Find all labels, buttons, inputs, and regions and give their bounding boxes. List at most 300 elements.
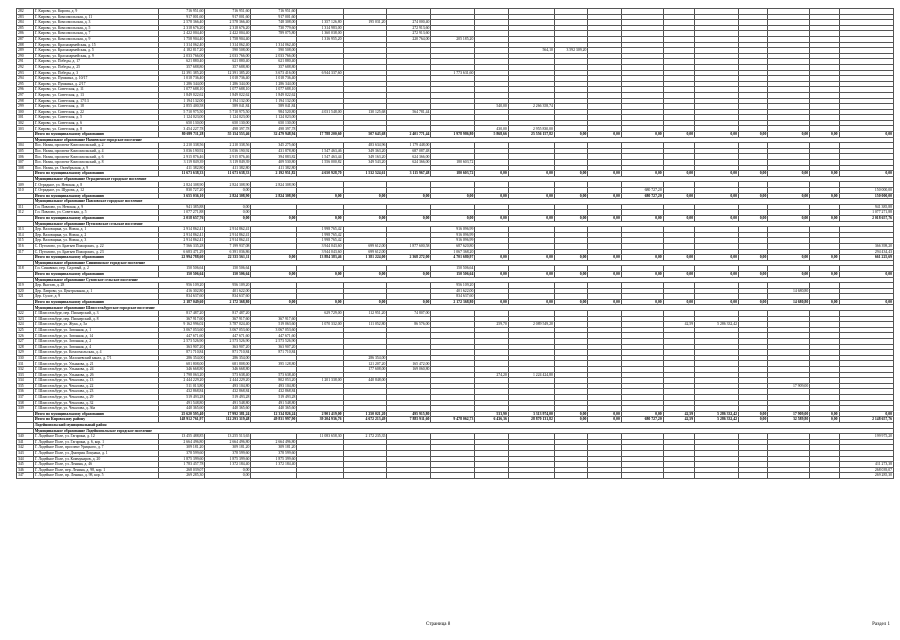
address-cell: Итого по муниципальному образованию: [33, 255, 159, 261]
amount-cell: 401 622,00: [431, 288, 475, 294]
address-cell: Г. Шлиссельбург, ул. Ульянова, д. 24: [33, 367, 159, 373]
amount-cell: 349 163,20: [343, 154, 387, 160]
address-cell: Г. Кирово, ул. Советская, д. 18: [33, 104, 159, 110]
amount-cell: 491 548,80: [205, 400, 251, 406]
address-cell: Г. Отрадное, ул. Невская, д. 8: [33, 182, 159, 188]
amount-cell: 0,00: [205, 204, 251, 210]
amount-cell: 0,00: [554, 417, 587, 423]
amount-cell: 0,00: [768, 255, 810, 261]
amount-cell: 1 357 126,80: [297, 20, 343, 26]
amount-cell: 0,00: [554, 215, 587, 221]
row-number-cell: 307: [17, 160, 34, 166]
address-cell: Пос. Назия, проспект Комсомольский, д. 8: [33, 160, 159, 166]
address-cell: Итого по Кировскому району: [33, 417, 159, 423]
amount-cell: 871 710,84: [251, 350, 297, 356]
amount-cell: 286 354,00: [343, 355, 387, 361]
amount-cell: [475, 473, 508, 479]
amount-cell: 834 637,60: [205, 294, 251, 300]
row-number-cell: 341: [17, 439, 34, 445]
address-cell: Г. Шлиссельбург, ул. Ульянова, д. 26: [33, 372, 159, 378]
row-number-cell: 314: [17, 232, 34, 238]
amount-cell: 941 385,88: [159, 204, 205, 210]
amount-cell: [554, 473, 587, 479]
address-cell: Г. Кирово, ул. Победы, д. 25: [33, 64, 159, 70]
amount-cell: 0,00: [343, 193, 387, 199]
amount-cell: 2 033 766,00: [251, 53, 297, 59]
amount-cell: 0,00: [768, 215, 810, 221]
amount-cell: 0,00: [810, 171, 839, 177]
amount-cell: 0,00: [508, 271, 554, 277]
amount-cell: 378 599,60: [205, 450, 251, 456]
amount-cell: 519 063,60: [251, 322, 297, 328]
amount-cell: 1 124 023,00: [251, 115, 297, 121]
amount-cell: 12 334 826,24: [251, 411, 297, 417]
amount-cell: 1 018 736,40: [251, 76, 297, 82]
amount-cell: 395 128,80: [251, 361, 297, 367]
row-number-cell: 329: [17, 350, 34, 356]
address-cell: Г. Лодейное Поле, проспект Урицкого, д. 7: [33, 445, 159, 451]
amount-cell: 0,00: [810, 411, 839, 417]
amount-cell: 294 434,43: [839, 249, 893, 255]
amount-cell: 2 401 771,44: [387, 132, 431, 138]
amount-cell: 1 179 448,00: [387, 143, 431, 149]
amount-cell: 716 951,60: [205, 9, 251, 15]
address-cell: Г. Шлиссельбург, ул. Чекалова, д. 23: [33, 389, 159, 395]
amount-cell: 259,70: [475, 322, 508, 328]
amount-cell: 17 788 200,60: [297, 132, 343, 138]
address-cell: Г. Кирово, ул. Кирова, д. 9: [33, 9, 159, 15]
amount-cell: 917 001,60: [251, 14, 297, 20]
amount-cell: 0,00: [839, 299, 893, 305]
amount-cell: 621 880,40: [205, 59, 251, 65]
address-cell: Дер. Выстав, д. 28: [33, 283, 159, 289]
amount-cell: 5 710 975,50: [159, 109, 205, 115]
address-cell: Г. Шлиссельбург, ул. Комсомольская, д. 4: [33, 350, 159, 356]
amount-cell: 195 031,20: [343, 20, 387, 26]
amount-cell: 748 308,00: [251, 20, 297, 26]
amount-cell: 0,00: [297, 271, 343, 277]
address-cell: Г. Кирово, ул. Победы, д. 3: [33, 70, 159, 76]
row-number-cell: 338: [17, 400, 34, 406]
row-number-cell: 306: [17, 154, 34, 160]
address-cell: Г. Кирово, ул. Советская, д. 8: [33, 126, 159, 132]
amount-cell: 681 808,00: [159, 361, 205, 367]
amount-cell: 2 266 358,74: [508, 104, 554, 110]
amount-cell: 3 944 043,60: [297, 243, 343, 249]
amount-cell: 1 124 023,00: [159, 115, 205, 121]
row-number-cell: 336: [17, 389, 34, 395]
section-title-cell: Муниципальное образование Отрадненское городское поселение: [33, 176, 893, 182]
amount-cell: 2 148 657,76: [839, 417, 893, 423]
amount-cell: 3 067 053,60: [205, 327, 251, 333]
amount-cell: 0,00: [695, 299, 739, 305]
amount-cell: 699 612,00: [343, 243, 387, 249]
address-cell: Итого по муниципальному образованию: [33, 411, 159, 417]
amount-cell: 0,00: [475, 193, 508, 199]
amount-cell: 0,00: [621, 271, 663, 277]
amount-cell: 519 493,28: [159, 394, 205, 400]
row-number-cell: 284: [17, 20, 34, 26]
amount-cell: 1 077 688,10: [251, 87, 297, 93]
amount-cell: 2 914 862,41: [205, 227, 251, 233]
row-number-cell: 340: [17, 434, 34, 440]
amount-cell: 1 532 524,61: [343, 171, 387, 177]
amount-cell: 3 036 190,92: [205, 148, 251, 154]
amount-cell: 0,00: [387, 271, 431, 277]
amount-cell: 2 914 862,41: [159, 232, 205, 238]
row-number-cell: 337: [17, 394, 34, 400]
amount-cell: 1 998 765,42: [297, 227, 343, 233]
amount-cell: 650 130,00: [159, 120, 205, 126]
amount-cell: 5 286 332,42: [695, 411, 739, 417]
row-number-cell: 331: [17, 361, 34, 367]
address-cell: Г. Шлиссельбург, ул. Чекалова, д. 29: [33, 394, 159, 400]
amount-cell: 3 067 053,60: [159, 327, 205, 333]
amount-cell: 6 683 471,29: [159, 249, 205, 255]
amount-cell: 0,00: [739, 299, 768, 305]
amount-cell: [387, 473, 431, 479]
amount-cell: 0,00: [205, 188, 251, 194]
amount-cell: 730 779,60: [251, 25, 297, 31]
amount-cell: 0,00: [810, 215, 839, 221]
amount-cell: 2 573 526,90: [159, 339, 205, 345]
amount-cell: 0,00: [588, 271, 621, 277]
address-cell: Итого по муниципальному образованию: [33, 271, 159, 277]
amount-cell: 2 422 004,40: [159, 31, 205, 37]
section-title-cell: Муниципальное образование Шлиссельбургское городское поселение: [33, 305, 893, 311]
amount-cell: 22 994 788,60: [159, 255, 205, 261]
amount-cell: 150 000,00: [839, 188, 893, 194]
address-cell: Г. Шлиссельбург, пер. Пионерский, д. 8: [33, 316, 159, 322]
amount-cell: 0,00: [588, 132, 621, 138]
address-cell: Г. Кирово, ул. Пушкина, д. 2/17: [33, 81, 159, 87]
amount-cell: 269 285,30: [839, 473, 893, 479]
amount-cell: 0,00: [739, 417, 768, 423]
section-title-cell: Муниципальное образование Назиевское городское поселение: [33, 137, 893, 143]
amount-cell: 871 710,84: [205, 350, 251, 356]
amount-cell: 1 978 986,80: [431, 132, 475, 138]
amount-cell: 2 210 338,56: [205, 143, 251, 149]
row-number-cell: 308: [17, 165, 34, 171]
amount-cell: 409 530,80: [251, 160, 297, 166]
amount-cell: 440 848,00: [343, 378, 387, 384]
amount-cell: 1 077 688,10: [205, 87, 251, 93]
amount-cell: 1 372 184,40: [205, 462, 251, 468]
amount-cell: 916 096,99: [431, 227, 475, 233]
amount-cell: 0,00: [839, 411, 893, 417]
amount-cell: 378 599,60: [251, 450, 297, 456]
amount-cell: 511 013,80: [159, 383, 205, 389]
address-cell: Итого по муниципальному образованию: [33, 132, 159, 138]
amount-cell: 2 033 766,00: [159, 53, 205, 59]
amount-cell: 12 391 385,20: [159, 70, 205, 76]
address-cell: Г. Шлиссельбург, ул. Чекалова, д. 13: [33, 378, 159, 384]
row-number-cell: 339: [17, 406, 34, 412]
amount-cell: [810, 473, 839, 479]
amount-cell: 2 578 366,40: [159, 20, 205, 26]
data-table: [16, 8, 894, 479]
amount-cell: 0,00: [663, 271, 694, 277]
amount-cell: 498 397,78: [251, 126, 297, 132]
amount-cell: 4 182 817,20: [159, 48, 205, 54]
amount-cell: 12 391 385,20: [205, 70, 251, 76]
amount-cell: 507 643,68: [343, 132, 387, 138]
amount-cell: 0,00: [554, 411, 587, 417]
amount-cell: 0,00: [205, 210, 251, 216]
address-cell: Г. Шлиссельбург, ул. Чекалова, д. 32: [33, 400, 159, 406]
address-cell: Г. Шлиссельбург, ул. Чекалова, д. 36а: [33, 406, 159, 412]
amount-cell: 3 944 043,60: [297, 249, 343, 255]
amount-cell: 130 125,68: [343, 109, 387, 115]
amount-cell: 2 422 004,40: [205, 31, 251, 37]
amount-cell: 0,00: [508, 299, 554, 305]
amount-cell: 1 314 062,40: [205, 42, 251, 48]
amount-cell: 2 824 308,90: [205, 193, 251, 199]
row-number-cell: 283: [17, 14, 34, 20]
section-title-cell: Муниципальное образование Павловское городское поселение: [33, 199, 893, 205]
amount-cell: 917 001,60: [159, 14, 205, 20]
amount-cell: 17 909,00: [768, 383, 810, 389]
amount-cell: 49 831 997,90: [251, 417, 297, 423]
address-cell: Г. Кирово, ул. Советская, д. 22: [33, 109, 159, 115]
amount-cell: 629 729,00: [297, 311, 343, 317]
address-cell: Г. Лодейное Поле, пр. Ленина, д. 98, кор. 5: [33, 473, 159, 479]
address-cell: Дер. Валовщина, ул. Новая, д. 2: [33, 232, 159, 238]
amount-cell: 2 444 229,20: [205, 378, 251, 384]
amount-cell: 1 372 184,40: [251, 462, 297, 468]
amount-cell: 0,00: [839, 271, 893, 277]
amount-cell: 2 172 368,80: [205, 299, 251, 305]
amount-cell: 0,00: [695, 271, 739, 277]
amount-cell: 366 398,20: [839, 243, 893, 249]
row-number-cell: 316: [17, 243, 34, 249]
amount-cell: 1 194 132,00: [251, 98, 297, 104]
amount-cell: 956 109,20: [431, 283, 475, 289]
amount-cell: 0,00: [621, 171, 663, 177]
amount-cell: 0,00: [621, 132, 663, 138]
amount-cell: 0,00: [508, 193, 554, 199]
amount-cell: 1 194 132,00: [205, 98, 251, 104]
amount-cell: 493 104,80: [251, 383, 297, 389]
row-number-cell: 292: [17, 64, 34, 70]
amount-cell: 0,00: [695, 255, 739, 261]
amount-cell: 25 620 595,40: [159, 411, 205, 417]
address-cell: Г. Кирово, ул. Советская, д. 17/13: [33, 98, 159, 104]
amount-cell: 2 824 308,90: [251, 182, 297, 188]
amount-cell: 2 914 862,41: [159, 238, 205, 244]
amount-cell: 519 493,28: [205, 394, 251, 400]
amount-cell: 0,00: [387, 193, 431, 199]
address-cell: Г. Лодейное Поле, ул. Дмитрия Лоцмана, д. 1: [33, 450, 159, 456]
amount-cell: 272 913,60: [387, 31, 431, 37]
row-number-cell: 323: [17, 316, 34, 322]
amount-cell: 817 487,20: [205, 311, 251, 317]
amount-cell: 349 543,20: [343, 160, 387, 166]
row-number-cell: 322: [17, 311, 34, 317]
amount-cell: 699 612,00: [343, 249, 387, 255]
amount-cell: 1 773 631,60: [431, 70, 475, 76]
row-number-cell: 312: [17, 210, 34, 216]
row-number-cell: 335: [17, 383, 34, 389]
address-cell: Дер. Лаврово, ул. Центральная, д. 1: [33, 288, 159, 294]
amount-cell: 3 787 024,40: [205, 322, 251, 328]
amount-cell: 2 018 657,76: [159, 215, 205, 221]
row-number-cell: 309: [17, 182, 34, 188]
amount-cell: 5 286 332,42: [695, 417, 739, 423]
row-number-cell: 289: [17, 48, 34, 54]
address-cell: Итого по муниципальному образованию: [33, 171, 159, 177]
amount-cell: 432 868,84: [251, 389, 297, 395]
amount-cell: 564,10: [508, 48, 554, 54]
amount-cell: 1 360 038,00: [297, 31, 343, 37]
amount-cell: 367 917,60: [205, 316, 251, 322]
address-cell: Г. Кирово, ул. Красноармейская, д. 15: [33, 42, 159, 48]
amount-cell: 716 951,60: [159, 9, 205, 15]
amount-cell: 11 083 658,30: [297, 434, 343, 440]
amount-cell: 22 335 561,11: [205, 255, 251, 261]
address-cell: Г.п. Синявино, пер. Садовый, д. 2: [33, 266, 159, 272]
address-cell: Пос. Назия, проспект Комсомольский, д. 6: [33, 154, 159, 160]
amount-cell: 1 018 736,40: [205, 76, 251, 82]
amount-cell: 0,00: [554, 271, 587, 277]
amount-cell: 357 688,80: [251, 64, 297, 70]
amount-cell: 1 556 000,82: [297, 160, 343, 166]
amount-cell: 180 603,72: [431, 171, 475, 177]
address-cell: Г. Лодейное Поле, ул. Гагарина, д. 12: [33, 434, 159, 440]
amount-cell: [768, 473, 810, 479]
amount-cell: 86 576,00: [387, 322, 431, 328]
amount-cell: [621, 473, 663, 479]
section-title-cell: Муниципальное образование Суховское сельское поселение: [33, 277, 893, 283]
amount-cell: 916 096,99: [431, 232, 475, 238]
row-number-cell: 345: [17, 462, 34, 468]
amount-cell: 112 293 319,48: [205, 417, 251, 423]
amount-cell: 2 824 308,90: [205, 182, 251, 188]
amount-cell: 0,00: [475, 299, 508, 305]
amount-cell: 1 758 904,40: [159, 36, 205, 42]
amount-cell: 346 668,80: [159, 367, 205, 373]
address-cell: Итого по муниципальному образованию: [33, 193, 159, 199]
amount-cell: 4 650 928,70: [297, 171, 343, 177]
amount-cell: 917 001,60: [205, 14, 251, 20]
amount-cell: 0,00: [588, 299, 621, 305]
amount-cell: 4 031 548,00: [297, 109, 343, 115]
amount-cell: 1 314 983,00: [297, 25, 343, 31]
amount-cell: 112 951,20: [343, 311, 387, 317]
address-cell: Г. Шлиссельбург, ул. Ульянова, д. 21: [33, 361, 159, 367]
amount-cell: 2 172 235,35: [343, 434, 387, 440]
amount-cell: 687 087,48: [387, 148, 431, 154]
amount-cell: 2 172 368,80: [431, 299, 475, 305]
amount-cell: 650 130,00: [205, 120, 251, 126]
amount-cell: 0,00: [554, 132, 587, 138]
amount-cell: 0,00: [297, 299, 343, 305]
amount-cell: 2 915 876,46: [205, 154, 251, 160]
amount-cell: 7 885 911,60: [387, 417, 431, 423]
address-cell: Г. Кирово, ул. Советская, д. 6: [33, 120, 159, 126]
amount-cell: 0,00: [554, 171, 587, 177]
row-number-cell: 310: [17, 188, 34, 194]
amount-cell: 2 444 229,20: [159, 378, 205, 384]
section-title-cell: Муниципальное образование Синявинское городское поселение: [33, 260, 893, 266]
amount-cell: 432 868,84: [159, 389, 205, 395]
amount-cell: 0,00: [768, 271, 810, 277]
amount-cell: 440 365,60: [159, 406, 205, 412]
amount-cell: 39 204 936,76: [297, 417, 343, 423]
amount-cell: 0,00: [205, 215, 251, 221]
amount-cell: 0,00: [343, 215, 387, 221]
amount-cell: 0,00: [251, 299, 297, 305]
amount-cell: 0,00: [343, 299, 387, 305]
amount-cell: 205 185,20: [431, 36, 475, 42]
address-cell: Дер. Валовщина, ул. Новая, д. 1: [33, 227, 159, 233]
amount-cell: 1 286 344,00: [159, 81, 205, 87]
address-cell: Г. Кирово, ул. Пушкина, д. 10/17: [33, 76, 159, 82]
row-number-cell: 282: [17, 9, 34, 15]
amount-cell: 274 000,40: [387, 20, 431, 26]
amount-cell: 150 506,64: [431, 271, 475, 277]
amount-cell: 0,00: [663, 255, 694, 261]
amount-cell: 2 955 830,00: [508, 126, 554, 132]
amount-cell: 2 914 862,41: [205, 232, 251, 238]
amount-cell: 0,00: [739, 411, 768, 417]
amount-cell: 830 727,20: [159, 188, 205, 194]
amount-cell: [297, 473, 343, 479]
amount-cell: 13 255 513,65: [205, 434, 251, 440]
amount-cell: 2 664 496,80: [159, 439, 205, 445]
amount-cell: 1 875 399,60: [251, 456, 297, 462]
amount-cell: 11 673 638,33: [205, 171, 251, 177]
amount-cell: 13 455 488,85: [159, 434, 205, 440]
amount-cell: 0,00: [621, 411, 663, 417]
amount-cell: 0,00: [621, 255, 663, 261]
amount-cell: 220 764,00: [387, 36, 431, 42]
amount-cell: 2 824 308,90: [159, 182, 205, 188]
amount-cell: 498 397,78: [205, 126, 251, 132]
amount-cell: 274,20: [475, 372, 508, 378]
row-number-cell: 285: [17, 25, 34, 31]
amount-cell: [695, 473, 739, 479]
address-cell: Г. Лодейное Поле, пер. Ленина, д. 98, кор. 1: [33, 467, 159, 473]
amount-cell: 1 077 271,88: [839, 210, 893, 216]
amount-cell: 363 907,20: [251, 344, 297, 350]
address-cell: Г. Шлиссельбург, ул. Затонная, д. 4: [33, 344, 159, 350]
amount-cell: 2 318 676,20: [205, 25, 251, 31]
amount-cell: 589 041,84: [251, 104, 297, 110]
amount-cell: 1 077 271,88: [159, 210, 205, 216]
section-label: Раздел 1: [872, 622, 890, 627]
amount-cell: 0,00: [695, 193, 739, 199]
amount-cell: 1 314 062,40: [159, 42, 205, 48]
address-cell: Г.п. Павлово, ул. Советская, д. 5: [33, 210, 159, 216]
amount-cell: 716 951,60: [251, 9, 297, 15]
row-number-cell: 320: [17, 288, 34, 294]
amount-cell: 1 998 765,42: [297, 238, 343, 244]
amount-cell: 14 680,80: [768, 299, 810, 305]
amount-cell: 0,00: [508, 171, 554, 177]
amount-cell: 0,00: [839, 132, 893, 138]
amount-cell: 268 039,07: [159, 467, 205, 473]
row-number-cell: 304: [17, 143, 34, 149]
amount-cell: 495 915,80: [387, 411, 431, 417]
amount-cell: 0,00: [695, 215, 739, 221]
amount-cell: 1 018 736,40: [159, 76, 205, 82]
amount-cell: 14 680,80: [768, 288, 810, 294]
amount-cell: 1 194 132,00: [159, 98, 205, 104]
amount-cell: [588, 473, 621, 479]
row-number-cell: 290: [17, 53, 34, 59]
amount-cell: 590 508,00: [251, 48, 297, 54]
